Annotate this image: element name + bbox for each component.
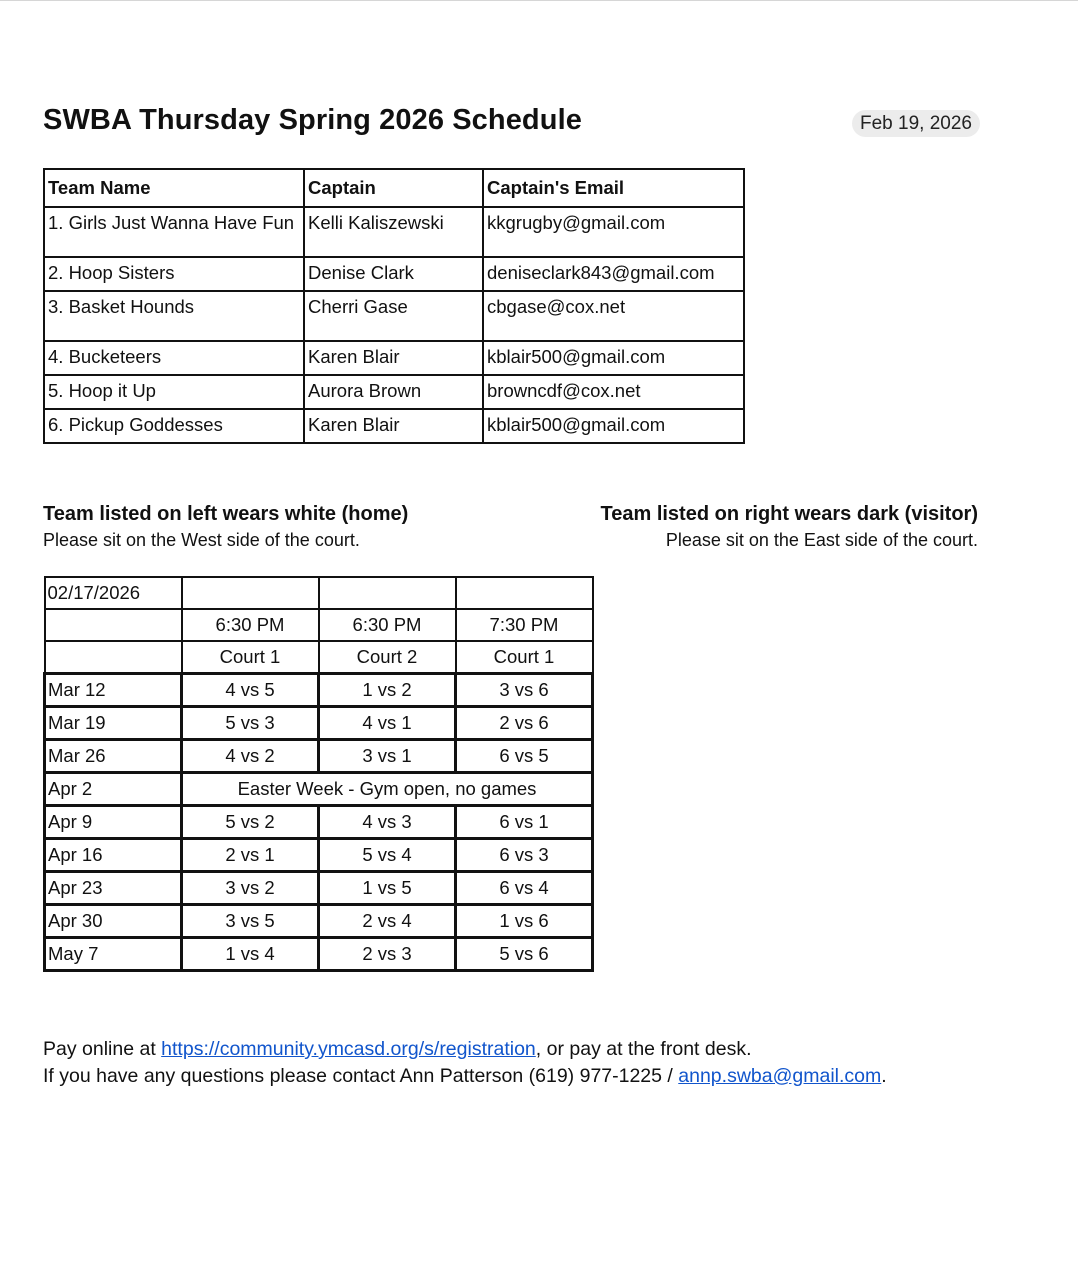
matchup: 3 vs 5 [182,905,319,938]
contact-line [43,1063,887,1090]
team-name: 4. Bucketeers [44,341,304,375]
teams-header-row [44,169,744,207]
schedule-start-date: 02/17/2026 [45,577,182,609]
teams-table [43,168,745,444]
matchup: 3 vs 1 [319,740,456,773]
schedule-time-row [45,609,593,641]
team-email: cbgase@cox.net [483,291,744,341]
column-header: Captain [304,169,483,207]
team-row [44,257,744,291]
game-time: 6:30 PM [319,609,456,641]
team-email: deniseclark843@gmail.com [483,257,744,291]
contact-prefix: If you have any questions please contact Ann Patterson (619) 977-1225 / [43,1065,679,1087]
week-date: Apr 23 [45,872,182,905]
payment-prefix: Pay online at [43,1038,162,1060]
no-games-note: Easter Week - Gym open, no games [182,773,593,806]
team-captain: Karen Blair [304,341,483,375]
visitor-note [601,503,979,551]
empty-cell [45,641,182,674]
column-header: Team Name [44,169,304,207]
week-date: Apr 30 [45,905,182,938]
matchup: 4 vs 1 [319,707,456,740]
week-date: Mar 26 [45,740,182,773]
empty-cell [319,577,456,609]
game-time: 6:30 PM [182,609,319,641]
matchup: 5 vs 4 [319,839,456,872]
matchup: 1 vs 2 [319,674,456,707]
home-heading: Team listed on left wears white (home) [43,503,409,525]
visitor-text: Please sit on the East side of the court. [665,530,978,550]
team-captain: Karen Blair [304,409,483,443]
schedule-week-row [45,839,593,872]
game-time: 7:30 PM [456,609,593,641]
team-name: 1. Girls Just Wanna Have Fun [44,207,304,257]
team-name: 6. Pickup Goddesses [44,409,304,443]
schedule-week-row [45,872,593,905]
team-email: kkgrugby@gmail.com [483,207,744,257]
team-email: kblair500@gmail.com [483,409,744,443]
team-name: 2. Hoop Sisters [44,257,304,291]
matchup: 1 vs 4 [182,938,319,971]
matchup: 2 vs 3 [319,938,456,971]
registration-link[interactable]: https://community.ymcasd.org/s/registration [161,1038,536,1060]
team-row [44,207,744,257]
team-email: browncdf@cox.net [483,375,744,409]
matchup: 4 vs 5 [182,674,319,707]
matchup: 5 vs 6 [456,938,593,971]
matchup: 6 vs 3 [456,839,593,872]
schedule-week-row [45,938,593,971]
team-captain: Denise Clark [304,257,483,291]
contact-email-link[interactable]: annp.swba@gmail.com [678,1065,882,1087]
empty-cell [45,609,182,641]
team-captain: Kelli Kaliszewski [304,207,483,257]
page-title: SWBA Thursday Spring 2026 Schedule [43,104,582,136]
team-row [44,375,744,409]
team-name: 5. Hoop it Up [44,375,304,409]
schedule-court-row [45,641,593,674]
week-date: Apr 9 [45,806,182,839]
team-captain: Cherri Gase [304,291,483,341]
schedule-date-row [45,577,593,609]
payment-suffix: , or pay at the front desk. [535,1038,752,1060]
column-header: Captain's Email [483,169,744,207]
court-label: Court 1 [182,641,319,674]
matchup: 4 vs 3 [319,806,456,839]
court-label: Court 1 [456,641,593,674]
schedule-week-row [45,905,593,938]
matchup: 2 vs 4 [319,905,456,938]
schedule-week-row [45,740,593,773]
empty-cell [456,577,593,609]
payment-line [43,1036,887,1063]
matchup: 5 vs 3 [182,707,319,740]
footer [43,1036,887,1090]
matchup: 3 vs 2 [182,872,319,905]
matchup: 1 vs 6 [456,905,593,938]
team-row [44,341,744,375]
matchup: 3 vs 6 [456,674,593,707]
team-email: kblair500@gmail.com [483,341,744,375]
matchup: 1 vs 5 [319,872,456,905]
empty-cell [182,577,319,609]
court-label: Court 2 [319,641,456,674]
home-text: Please sit on the West side of the court. [43,530,360,550]
team-row [44,291,744,341]
team-name: 3. Basket Hounds [44,291,304,341]
week-date: Apr 16 [45,839,182,872]
matchup: 6 vs 1 [456,806,593,839]
week-date: Mar 19 [45,707,182,740]
week-date: May 7 [45,938,182,971]
matchup: 6 vs 4 [456,872,593,905]
matchup: 5 vs 2 [182,806,319,839]
contact-suffix: . [881,1065,887,1087]
matchup: 2 vs 6 [456,707,593,740]
schedule-week-row [45,773,593,806]
matchup: 2 vs 1 [182,839,319,872]
top-divider [0,0,1078,1]
matchup: 4 vs 2 [182,740,319,773]
visitor-heading: Team listed on right wears dark (visitor) [600,503,978,525]
schedule-table [43,576,594,972]
team-captain: Aurora Brown [304,375,483,409]
schedule-week-row [45,806,593,839]
date-chip[interactable]: Feb 19, 2026 [852,110,980,137]
home-note [43,503,408,551]
schedule-week-row [45,707,593,740]
team-row [44,409,744,443]
schedule-week-row [45,674,593,707]
week-date: Apr 2 [45,773,182,806]
matchup: 6 vs 5 [456,740,593,773]
week-date: Mar 12 [45,674,182,707]
